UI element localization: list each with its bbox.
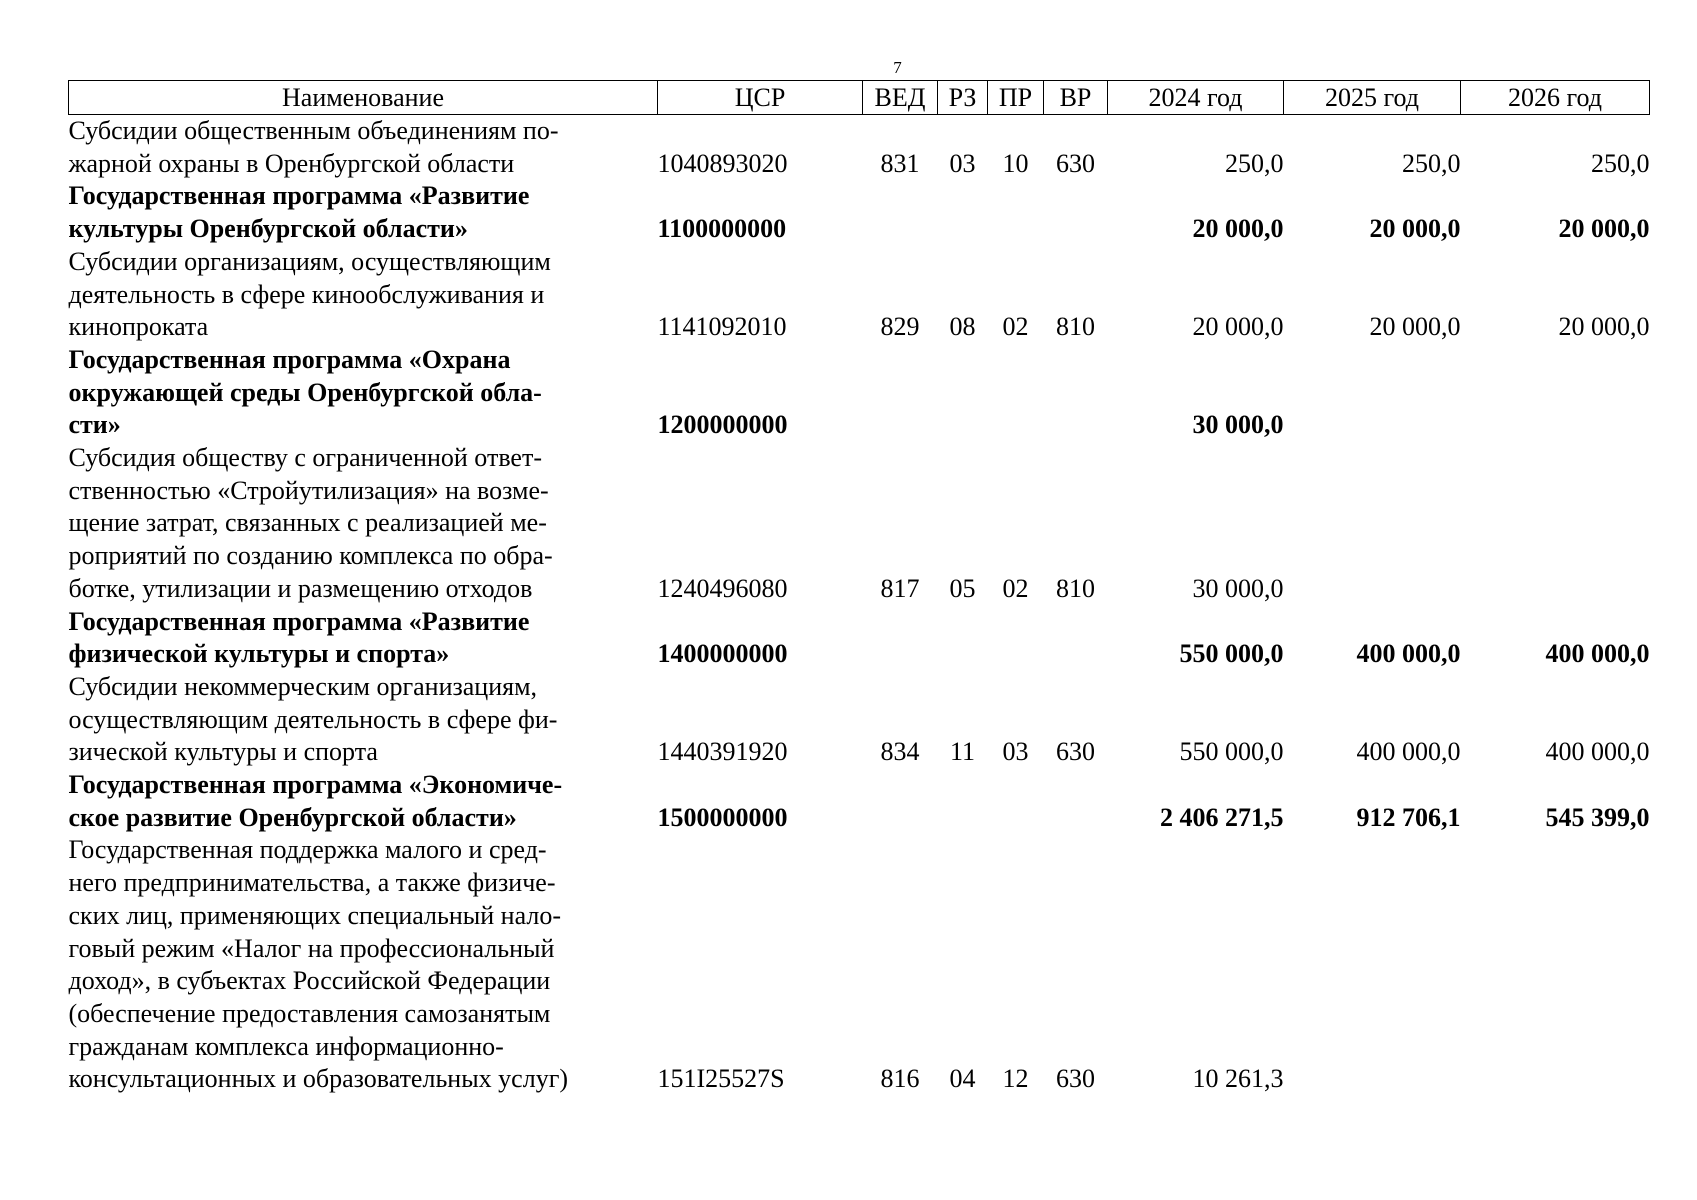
cell-2025: 400 000,0: [1356, 639, 1461, 669]
cell-rz: 05: [949, 573, 976, 603]
name-line: Государственная программа «Развитие: [68, 181, 530, 211]
cell-rz: [938, 769, 988, 834]
subsidy-row: [69, 671, 1650, 769]
cell-2025: 250,0: [1402, 148, 1461, 178]
subsidy-row: [69, 115, 1650, 181]
cell-ved: [863, 769, 938, 834]
cell-ved: [863, 180, 938, 245]
name-line: него предпринимательства, а также физиче-: [68, 868, 556, 898]
cell-rz: 03: [949, 148, 976, 178]
header-rz: РЗ: [938, 81, 988, 115]
cell-2026: 400 000,0: [1545, 737, 1650, 767]
cell-pr: [988, 344, 1044, 442]
name-line: жарной охраны в Оренбургской области: [68, 148, 515, 178]
program-row: [69, 769, 1650, 834]
cell-name: [69, 769, 658, 834]
cell-name: [69, 115, 658, 181]
cell-csr: 1500000000: [657, 802, 788, 832]
cell-ved: 831: [880, 148, 920, 178]
cell-pr: 12: [1002, 1064, 1029, 1094]
cell-pr: 10: [1002, 148, 1029, 178]
cell-name: [69, 344, 658, 442]
cell-rz: [938, 180, 988, 245]
name-line: Государственная программа «Охрана: [68, 344, 511, 374]
cell-2024: 550 000,0: [1179, 737, 1284, 767]
cell-2026: [1461, 344, 1650, 442]
cell-csr: 1040893020: [657, 148, 788, 178]
cell-2025: [1284, 834, 1461, 1096]
cell-2026: 545 399,0: [1545, 802, 1650, 832]
subsidy-row: [69, 442, 1650, 606]
program-row: [69, 344, 1650, 442]
program-row: [69, 606, 1650, 671]
cell-vr: 630: [1056, 148, 1095, 178]
cell-2025: 20 000,0: [1369, 214, 1461, 244]
name-line: физической культуры и спорта»: [68, 639, 450, 669]
cell-name: [69, 180, 658, 245]
cell-rz: 04: [949, 1064, 976, 1094]
cell-2026: [1461, 834, 1650, 1096]
cell-name: [69, 442, 658, 606]
header-2026: 2026 год: [1461, 81, 1650, 115]
cell-vr: [1044, 606, 1108, 671]
cell-2024: 30 000,0: [1192, 410, 1284, 440]
cell-2025: 400 000,0: [1356, 737, 1461, 767]
name-line: Субсидия обществу с ограниченной ответ-: [68, 443, 542, 473]
cell-pr: [988, 606, 1044, 671]
cell-rz: [938, 606, 988, 671]
name-line: говый режим «Налог на профессиональный: [68, 933, 555, 963]
header-pr: ПР: [988, 81, 1044, 115]
header-2024: 2024 год: [1108, 81, 1284, 115]
cell-rz: 11: [949, 737, 976, 767]
cell-2024: 250,0: [1225, 148, 1284, 178]
cell-ved: 817: [880, 573, 920, 603]
table-body: [69, 115, 1650, 1097]
cell-ved: 829: [880, 312, 920, 342]
cell-2024: 30 000,0: [1192, 573, 1284, 603]
table-header-row: [69, 81, 1650, 115]
name-line: щение затрат, связанных с реализацией ме-: [68, 508, 547, 538]
cell-vr: [1044, 344, 1108, 442]
cell-csr: 1100000000: [657, 214, 787, 244]
cell-pr: 02: [1002, 573, 1029, 603]
name-line: (обеспечение предоставления самозанятым: [68, 998, 551, 1028]
cell-pr: 03: [1002, 737, 1029, 767]
name-line: Государственная программа «Экономиче-: [68, 770, 563, 800]
name-line: доход», в субъектах Российской Федерации: [68, 966, 551, 996]
name-line: Государственная программа «Развитие: [68, 606, 530, 636]
name-line: кинопроката: [68, 312, 209, 342]
cell-name: [69, 671, 658, 769]
header-name: Наименование: [69, 81, 658, 115]
page-number: 7: [893, 58, 902, 77]
cell-csr: 1200000000: [657, 410, 788, 440]
cell-2025: 20 000,0: [1369, 312, 1461, 342]
name-line: зической культуры и спорта: [68, 737, 378, 767]
header-vr: ВР: [1044, 81, 1108, 115]
cell-vr: 630: [1056, 1064, 1095, 1094]
cell-pr: [988, 769, 1044, 834]
subsidy-row: [69, 834, 1650, 1096]
cell-pr: [988, 180, 1044, 245]
name-line: ботке, утилизации и размещению отходов: [68, 573, 533, 603]
cell-2026: [1461, 442, 1650, 606]
cell-2024: 20 000,0: [1192, 312, 1284, 342]
cell-2026: 20 000,0: [1558, 312, 1650, 342]
program-row: [69, 180, 1650, 245]
name-line: культуры Оренбургской области»: [68, 214, 468, 244]
cell-vr: 810: [1056, 312, 1095, 342]
header-ved: ВЕД: [863, 81, 938, 115]
name-line: Субсидии некоммерческим организациям,: [68, 671, 538, 701]
name-line: консультационных и образовательных услуг): [68, 1064, 569, 1094]
cell-vr: 810: [1056, 573, 1095, 603]
cell-ved: [863, 606, 938, 671]
name-line: ственностью «Стройутилизация» на возме-: [68, 475, 549, 505]
cell-name: [69, 606, 658, 671]
cell-pr: 02: [1002, 312, 1029, 342]
cell-ved: 816: [880, 1064, 920, 1094]
cell-rz: 08: [949, 312, 976, 342]
name-line: Субсидии общественным объединениям по-: [68, 116, 559, 145]
cell-csr: 1400000000: [657, 639, 788, 669]
cell-csr: 1141092010: [657, 312, 787, 342]
header-2025: 2025 год: [1284, 81, 1461, 115]
cell-name: [69, 834, 658, 1096]
cell-csr: 1240496080: [657, 573, 788, 603]
name-line: ское развитие Оренбургской области»: [68, 802, 517, 832]
cell-2025: [1284, 442, 1461, 606]
subsidy-row: [69, 246, 1650, 344]
name-line: окружающей среды Оренбургской обла-: [68, 377, 542, 407]
cell-rz: [938, 344, 988, 442]
name-line: ских лиц, применяющих специальный нало-: [68, 900, 561, 930]
cell-2026: 20 000,0: [1558, 214, 1650, 244]
name-line: деятельность в сфере кинообслуживания и: [68, 279, 545, 309]
cell-vr: 630: [1056, 737, 1095, 767]
cell-2026: 400 000,0: [1545, 639, 1650, 669]
cell-name: [69, 246, 658, 344]
name-line: Субсидии организациям, осуществляющим: [68, 246, 551, 276]
budget-table: [68, 80, 1650, 1096]
name-line: гражданам комплекса информационно-: [68, 1031, 504, 1061]
cell-2025: [1284, 344, 1461, 442]
cell-2024: 2 406 271,5: [1160, 802, 1284, 832]
name-line: Государственная поддержка малого и сред-: [68, 835, 547, 865]
name-line: сти»: [68, 410, 121, 440]
header-csr: ЦСР: [658, 81, 863, 115]
cell-2024: 10 261,3: [1192, 1064, 1284, 1094]
cell-2024: 20 000,0: [1192, 214, 1284, 244]
cell-vr: [1044, 769, 1108, 834]
name-line: роприятий по созданию комплекса по обра-: [68, 541, 553, 571]
cell-ved: 834: [880, 737, 920, 767]
cell-csr: 151I25527S: [657, 1064, 785, 1094]
cell-ved: [863, 344, 938, 442]
cell-2024: 550 000,0: [1179, 639, 1284, 669]
name-line: осуществляющим деятельность в сфере фи-: [68, 704, 558, 734]
cell-2026: 250,0: [1591, 148, 1650, 178]
cell-2025: 912 706,1: [1356, 802, 1461, 832]
cell-vr: [1044, 180, 1108, 245]
cell-csr: 1440391920: [657, 737, 788, 767]
